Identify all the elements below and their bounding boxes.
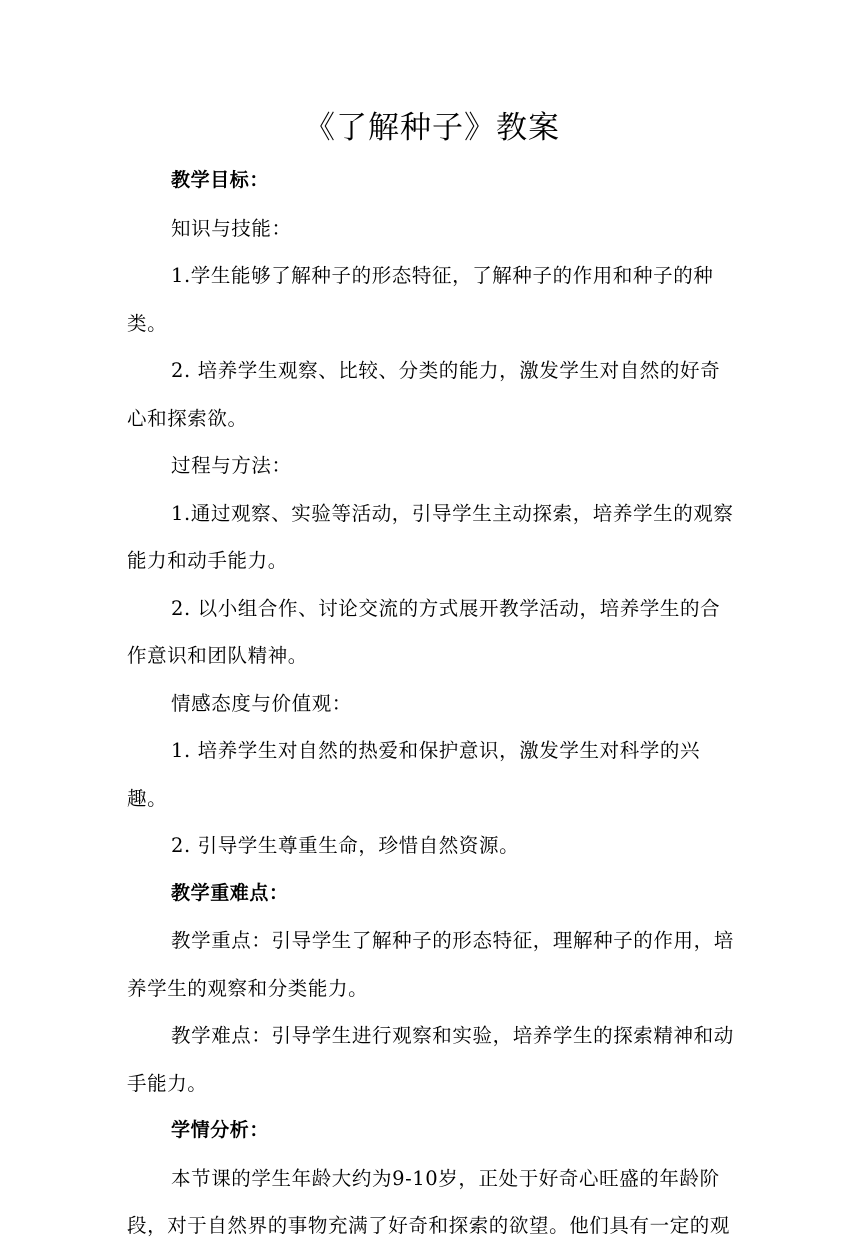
paragraph-process-2: 2. 以小组合作、讨论交流的方式展开教学活动，培养学生的合作意识和团队精神。	[127, 596, 721, 667]
paragraph-process-methods: 过程与方法：	[171, 454, 292, 477]
paragraph-knowledge-skills: 知识与技能：	[171, 216, 292, 240]
paragraph-knowledge-2: 2. 培养学生观察、比较、分类的能力，激发学生对自然的好奇心和探索欲。	[127, 359, 721, 430]
paragraph-process-1: 1.通过观察、实验等活动，引导学生主动探索，培养学生的观察能力和动手能力。	[127, 501, 734, 572]
paragraph-attitudes-values: 情感态度与价值观：	[171, 691, 352, 715]
paragraph-knowledge-1: 1.学生能够了解种子的形态特征，了解种子的作用和种子的种类。	[127, 264, 714, 335]
paragraph-key-point: 教学重点：引导学生了解种子的形态特征，理解种子的作用，培养学生的观察和分类能力。	[127, 929, 734, 1000]
paragraph-difficult-point: 教学难点：引导学生进行观察和实验，培养学生的探索精神和动手能力。	[127, 1024, 734, 1095]
paragraph-student-analysis: 本节课的学生年龄大约为9-10岁，正处于好奇心旺盛的年龄阶段，对于自然界的事物充满了好奇和探索的欲望。他们具有一定的观	[127, 1166, 731, 1237]
document-body	[127, 107, 737, 1250]
paragraph-attitudes-1: 1. 培养学生对自然的热爱和保护意识，激发学生对科学的兴趣。	[127, 739, 701, 810]
document-title: 《了解种子》教案	[304, 110, 560, 146]
section-heading-student-analysis: 学情分析：	[171, 1119, 270, 1141]
section-heading-key-points: 教学重难点：	[171, 881, 289, 904]
section-heading-objectives: 教学目标：	[171, 169, 270, 191]
paragraph-attitudes-2: 2. 引导学生尊重生命，珍惜自然资源。	[171, 834, 520, 857]
